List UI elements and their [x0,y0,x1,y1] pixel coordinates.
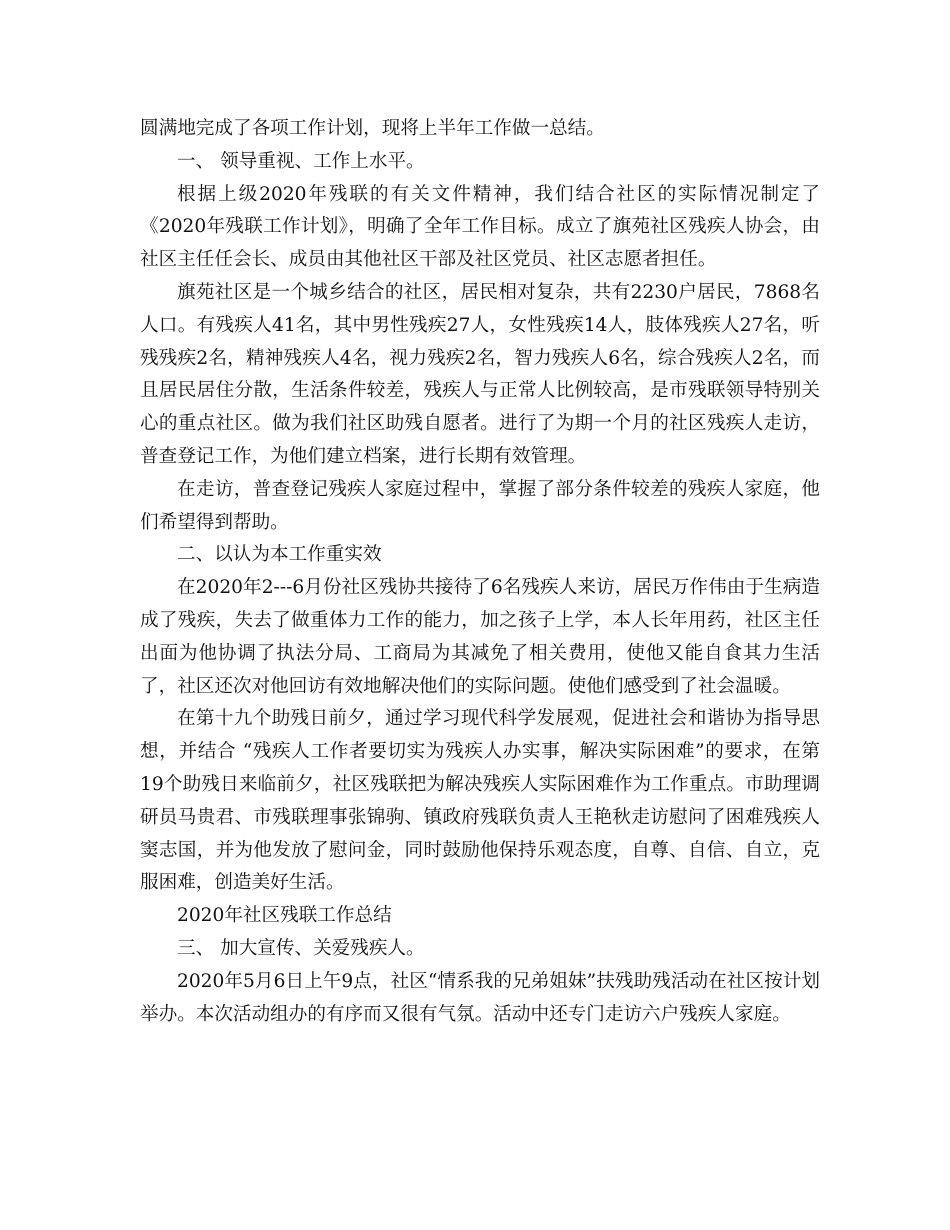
paragraph-intro: 圆满地完成了各项工作计划，现将上半年工作做一总结。 [140,118,605,139]
paragraph-event: 2020年5月6日上午9点，社区“情系我的兄弟姐妹”扶残助残活动在社区按计划举办。本次活动组办的有序而又很有气氛。活动中还专门走访六户残疾人家庭。 [140,970,820,1025]
section-heading-3: 三、 加大宣传、关爱残疾人。 [177,937,425,959]
document-body [140,113,820,1031]
paragraph-visits: 在走访，普查登记残疾人家庭过程中，掌握了部分条件较差的残疾人家庭，他们希望得到帮助。 [140,478,820,533]
section-heading-2: 二、以认为本工作重实效 [177,544,382,566]
document-title-line: 2020年社区残联工作总结 [177,905,392,927]
section-heading-1: 一、 领导重视、工作上水平。 [177,150,425,172]
paragraph-community-stats: 旗苑社区是一个城乡结合的社区，居民相对复杂，共有2230户居民，7868名人口。有残疾人41名，其中男性残疾27人，女性残疾14人，肢体残疾人27名，听残残疾2名，精神残疾人4名，视力残疾2名，智力残疾人6名，综合残疾人2名，而且居民居住分散，生活条件较差，残疾人与正常人比例较高，是市残联领导特别关心的重点社区。做为我们社区助残自愿者。进行了为期一个月的社区残疾人走访，普查登记工作，为他们建立档案，进行长期有效管理。 [140,281,820,467]
paragraph-reception: 在2020年2---6月份社区残协共接待了6名残疾人来访，居民万作伟由于生病造成了残疾，失去了做重体力工作的能力，加之孩子上学，本人长年用药，社区主任出面为他协调了执法分局、工商局为其减免了相关费用，使他又能自食其力生活了，社区还次对他回访有效地解决他们的实际问题。使他们感受到了社会温暖。 [140,577,820,697]
paragraph-assistance-day: 在第十九个助残日前夕，通过学习现代科学发展观，促进社会和谐协为指导思想，并结合 “残疾人工作者要切实为残疾人办实事，解决实际困难”的要求，在第19个助残日来临前夕，社区残联把为解决残疾人实际困难作为工作重点。市助理调研员马贵君、市残联理事张锦驹、镇政府残联负责人王艳秋走访慰问了困难残疾人窦志国，并为他发放了慰问金，同时鼓励他保持乐观态度，自尊、自信、自立，克服困难，创造美好生活。 [140,708,820,894]
paragraph-plan: 根据上级2020年残联的有关文件精神，我们结合社区的实际情况制定了《2020年残联工作计划》，明确了全年工作目标。成立了旗苑社区残疾人协会，由社区主任任会长、成员由其他社区干部及社区党员、社区志愿者担任。 [140,183,820,271]
